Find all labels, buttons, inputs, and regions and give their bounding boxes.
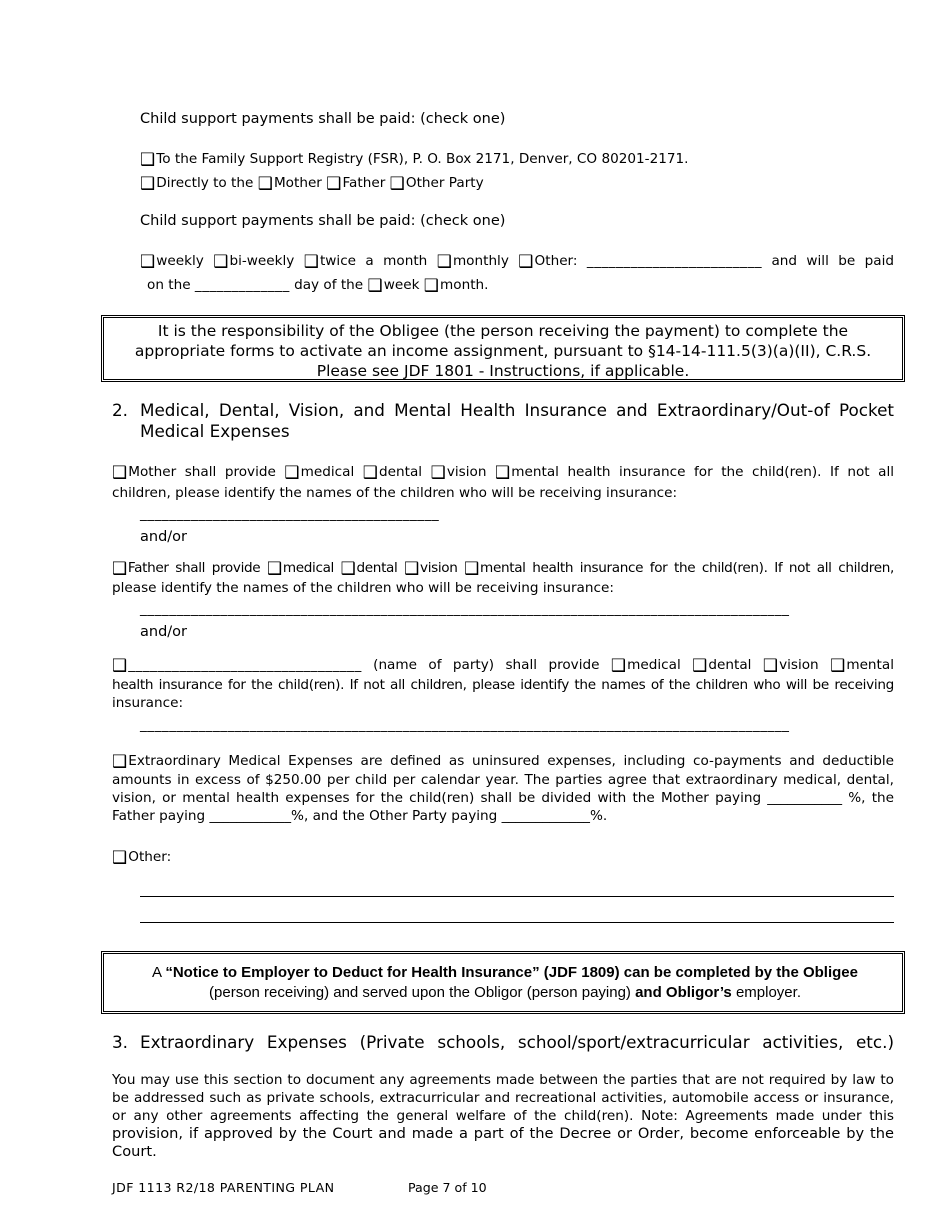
payment-day-row xyxy=(147,276,488,296)
other-line-1[interactable] xyxy=(140,896,894,897)
section2-title-line2: Medical Expenses xyxy=(140,421,290,441)
health-insurance-notice xyxy=(101,951,905,1014)
section2-number: 2. xyxy=(112,400,129,420)
payment-frequency-label: Child support payments shall be paid: (check one) xyxy=(140,213,506,229)
extra-line3a: vision, or mental health expenses for the child(ren) shall be divided with the Mother paying ___________ %, xyxy=(112,790,866,806)
father-insurance-row xyxy=(112,559,894,579)
father-medical-label: medical xyxy=(282,560,334,576)
section3-line3: or any other agreements affecting the general welfare of the child(ren). Note: Agreements made under this xyxy=(112,1108,894,1124)
extra-line2: amounts in excess of $250.00 per child per calendar year. The parties agree that extraordinary medical, dental, xyxy=(112,772,894,788)
mother-provide-label: Mother shall provide xyxy=(128,464,276,480)
checkbox-mother-provide[interactable]: ❑ xyxy=(112,463,128,483)
direct-father-label: Father xyxy=(342,175,386,191)
checkbox-mother-vision[interactable]: ❑ xyxy=(430,463,446,483)
checkbox-mother-medical[interactable]: ❑ xyxy=(284,463,300,483)
mother-mental-label: mental health insurance for the child(ren). xyxy=(511,464,822,480)
checkbox-week[interactable]: ❑ xyxy=(367,276,383,296)
notice1-line2: appropriate forms to activate an income assignment, pursuant to §14-14-111.5(3)(a)(II), C.R.S. xyxy=(134,342,872,360)
checkbox-extraordinary-medical[interactable]: ❑ xyxy=(112,752,128,772)
party-provide-label: (name of party) shall provide xyxy=(373,657,600,673)
mother-dental-label: dental xyxy=(379,464,423,480)
checkbox-biweekly[interactable]: ❑ xyxy=(213,252,229,272)
mother-children-blank[interactable]: _________________________________________ xyxy=(140,506,440,522)
party-line3: insurance: xyxy=(112,695,184,711)
option-fsr-row xyxy=(140,150,689,170)
father-provide-label: Father shall provide xyxy=(127,560,261,576)
other-label: Other: xyxy=(128,849,172,865)
checkbox-monthly[interactable]: ❑ xyxy=(436,252,452,272)
father-vision-label: vision xyxy=(420,560,458,576)
direct-mother-label: Mother xyxy=(273,175,322,191)
mother-insurance-row xyxy=(112,463,894,483)
father-mental-label: mental health insurance for the child(ren). If not all children, xyxy=(480,560,894,576)
party-vision-label: vision xyxy=(779,657,819,673)
father-line2: please identify the names of the children who will be receiving insurance: xyxy=(112,580,614,596)
direct-other-label: Other Party xyxy=(405,175,484,191)
checkbox-month[interactable]: ❑ xyxy=(423,276,440,296)
checkbox-other-frequency[interactable]: ❑ xyxy=(518,252,534,272)
checkbox-weekly[interactable]: ❑ xyxy=(140,252,156,272)
section3-number: 3. xyxy=(112,1032,129,1052)
party-medical-label: medical xyxy=(627,657,681,673)
on-the-label: on the xyxy=(147,277,191,293)
other-row xyxy=(112,848,171,868)
month-label: month. xyxy=(440,277,489,293)
other-line-2[interactable] xyxy=(140,922,894,923)
section3-line5: Court. xyxy=(112,1143,157,1160)
option-direct-label: Directly to the xyxy=(156,175,254,191)
extra-line3b: the xyxy=(871,790,894,806)
checkbox-father-medical[interactable]: ❑ xyxy=(266,559,282,579)
option-fsr-label: To the Family Support Registry (FSR), P. O. Box 2171, Denver, CO 80201-2171. xyxy=(156,151,689,167)
and-paid-label: and will be paid xyxy=(771,253,895,269)
checkbox-father-provide[interactable]: ❑ xyxy=(112,559,127,579)
extraordinary-medical-paragraph xyxy=(112,752,894,825)
option-direct-row xyxy=(140,174,484,194)
monthly-label: monthly xyxy=(452,253,509,269)
weekly-label: weekly xyxy=(156,253,204,269)
footer-form-id: JDF 1113 R2/18 PARENTING PLAN xyxy=(112,1180,335,1195)
father-children-blank[interactable]: _________________________________________________________________________________________ xyxy=(140,601,790,617)
other-frequency-label: Other: xyxy=(534,253,578,269)
section3-line1: You may use this section to document any agreements made between the parties that are not required by law to xyxy=(112,1072,894,1088)
party-name-blank[interactable]: ________________________________ xyxy=(128,657,362,673)
checkbox-party-mental[interactable]: ❑ xyxy=(830,656,846,676)
other-frequency-blank[interactable]: ________________________ xyxy=(586,253,763,269)
twice-month-label: twice a month xyxy=(319,253,428,269)
mother-line2: children, please identify the names of the children who will be receiving insurance: xyxy=(112,485,678,501)
notice2-normal1: (person receiving) and served upon the Obligor (person paying) xyxy=(209,984,636,1001)
footer-page-number: Page 7 of 10 xyxy=(408,1180,487,1195)
party-mental-label: mental xyxy=(846,657,894,673)
biweekly-label: bi-weekly xyxy=(229,253,295,269)
notice2-bold1: “Notice to Employer to Deduct for Health Insurance” (JDF 1809) can be completed by the Obligee xyxy=(165,964,858,981)
party-children-blank[interactable]: _________________________________________________________________________________________ xyxy=(140,717,790,733)
mother-vision-label: vision xyxy=(446,464,487,480)
checkbox-fsr[interactable]: ❑ xyxy=(140,150,156,170)
checkbox-father-vision[interactable]: ❑ xyxy=(404,559,419,579)
notice1-line1: It is the responsibility of the Obligee (the person receiving the payment) to complete the xyxy=(157,322,849,340)
section3-line4: provision, if approved by the Court and made a part of the Decree or Order, become enforceable by the xyxy=(112,1125,894,1142)
section3-line2: be addressed such as private schools, extracurricular and recreational activities, automobile access or insurance, xyxy=(112,1090,894,1106)
frequency-row xyxy=(140,252,894,272)
checkbox-direct[interactable]: ❑ xyxy=(140,174,156,194)
father-dental-label: dental xyxy=(356,560,398,576)
section3-title: Extraordinary Expenses (Private schools, school/sport/extracurricular activities, etc.) xyxy=(140,1032,894,1052)
notice2-normal2: employer. xyxy=(731,984,801,1001)
payment-day-blank[interactable]: _____________ xyxy=(194,277,290,293)
checkbox-direct-father[interactable]: ❑ xyxy=(326,174,342,194)
checkbox-other-medical[interactable]: ❑ xyxy=(112,848,128,868)
party-line2: health insurance for the child(ren). If not all children, please identify the names of the children who will be receiving xyxy=(112,677,894,693)
section2-title-line1: Medical, Dental, Vision, and Mental Health Insurance and Extraordinary/Out-of Pocket xyxy=(140,400,894,420)
checkbox-party-vision[interactable]: ❑ xyxy=(762,656,779,676)
checkbox-direct-mother[interactable]: ❑ xyxy=(257,174,273,194)
andor-1: and/or xyxy=(140,529,187,545)
mother-medical-label: medical xyxy=(300,464,355,480)
notice2-bold2: and Obligor’s xyxy=(635,984,732,1001)
notice2-lead: A xyxy=(151,964,166,981)
checkbox-mother-dental[interactable]: ❑ xyxy=(362,463,379,483)
extra-line1: Extraordinary Medical Expenses are defined as uninsured expenses, including co-payments and deductible xyxy=(128,753,894,769)
checkbox-party-medical[interactable]: ❑ xyxy=(610,656,627,676)
party-insurance-row xyxy=(112,656,894,676)
checkbox-father-mental[interactable]: ❑ xyxy=(464,559,480,579)
income-assignment-notice xyxy=(101,315,905,382)
andor-2: and/or xyxy=(140,624,187,640)
checkbox-mother-mental[interactable]: ❑ xyxy=(495,463,511,483)
extra-line4: Father paying ____________%, and the Other Party paying _____________%. xyxy=(112,808,608,824)
notice1-line3: Please see JDF 1801 - Instructions, if applicable. xyxy=(316,362,690,380)
party-dental-label: dental xyxy=(708,657,752,673)
day-of-the-label: day of the xyxy=(294,277,364,293)
payment-method-label: Child support payments shall be paid: (check one) xyxy=(140,111,506,127)
section3-paragraph xyxy=(112,1071,894,1161)
checkbox-twice-month[interactable]: ❑ xyxy=(303,252,319,272)
checkbox-party-dental[interactable]: ❑ xyxy=(692,656,708,676)
checkbox-party-provide[interactable]: ❑ xyxy=(112,656,128,676)
week-label: week xyxy=(383,277,420,293)
checkbox-father-dental[interactable]: ❑ xyxy=(340,559,356,579)
checkbox-direct-other[interactable]: ❑ xyxy=(389,174,405,194)
mother-if-not-all: If not all xyxy=(830,464,895,480)
